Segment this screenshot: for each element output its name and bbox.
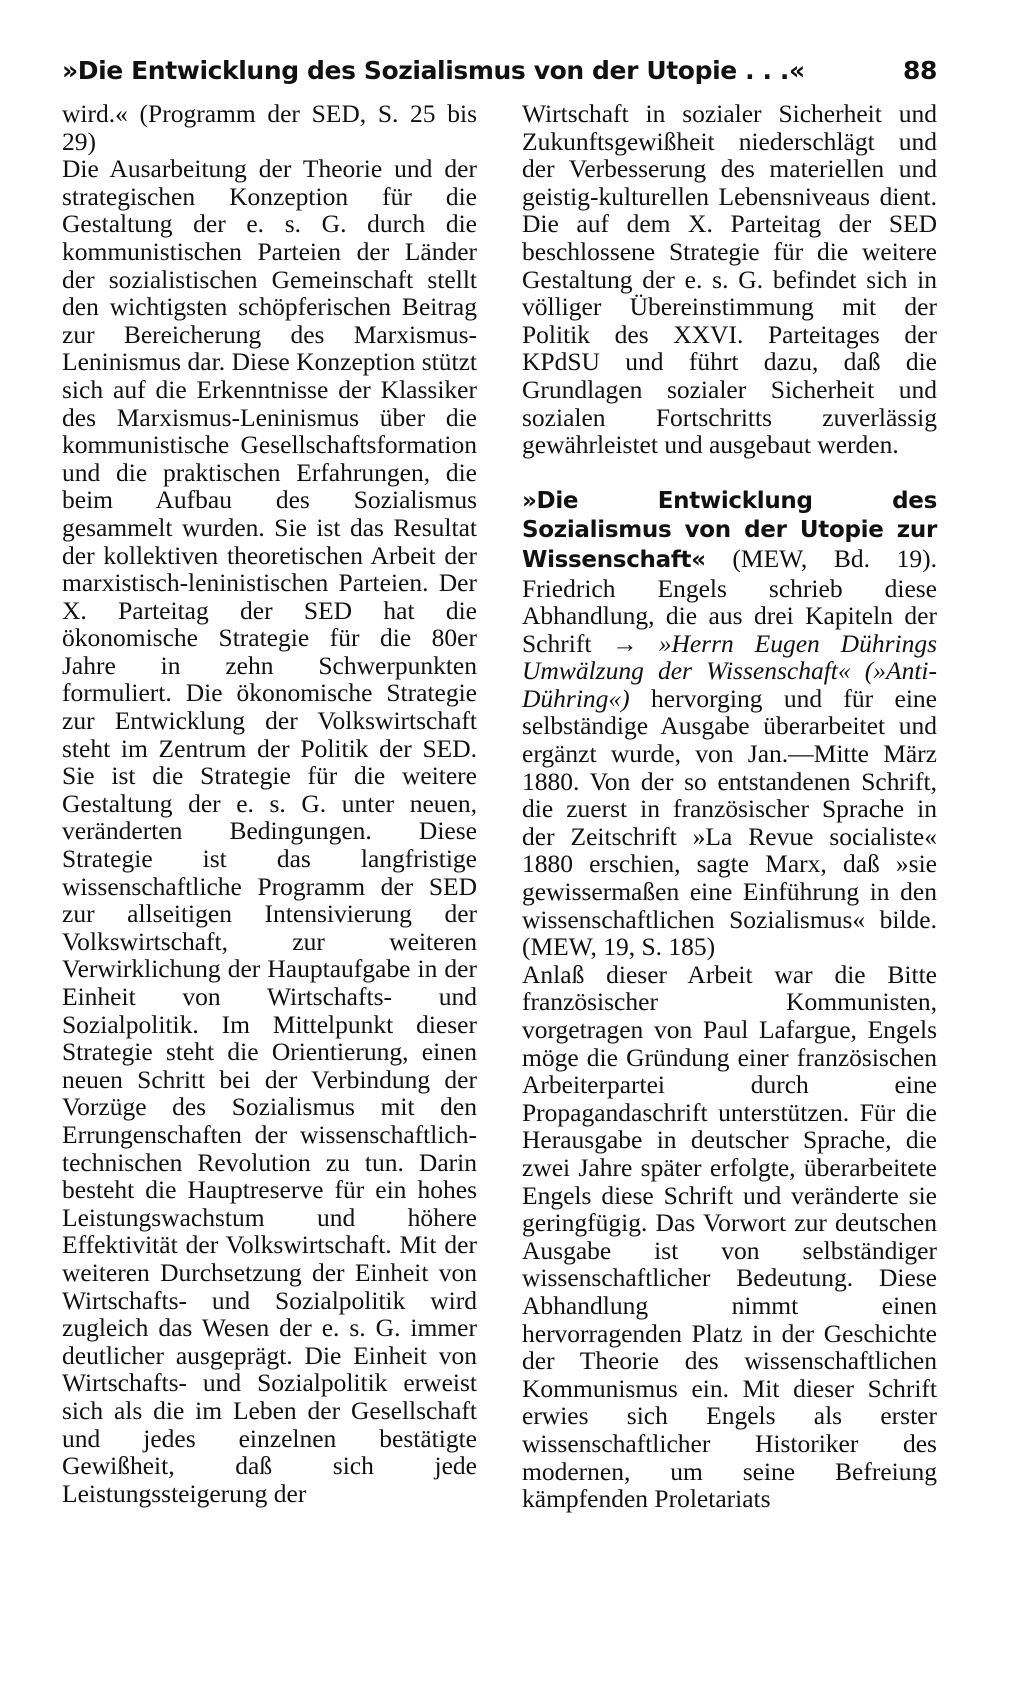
paragraph-occasion: Anlaß dieser Arbeit war die Bitte französischer Kommunisten, vorgetragen von Paul Lafargue, Engels möge die Gründung einer französischen Arbeiterpartei durch eine Propagandaschrift unterstützen. Für die Herausgabe in deutscher Sprache, die zwei Jahre später erfolgte, überarbeitete Engels diese Schrift und veränderte sie geringfügig. Das Vorwort zur deutschen Ausgabe ist von selbständiger wissenschaftlicher Bedeutung. Diese Abhandlung nimmt einen hervorragenden Platz in der Geschichte der Theorie des wissenschaftlichen Kommunismus ein. Mit dieser Schrift erwies sich Engels als erster wissenschaftlicher Historiker des modernen, um seine Befreiung kämpfenden Proletariats: [522, 959, 937, 1514]
running-header: [62, 56, 937, 96]
paragraph-strategy: Die Ausarbeitung der Theorie und der strategischen Konzeption für die Gestaltung der e. s. G. durch die kommunistischen Parteien der Länder der sozialistischen Gemeinschaft stellt den wichtigsten schöpferischen Beitrag zur Bereicherung des Marxismus-Leninismus dar. Diese Konzeption stützt sich auf die Erkenntnisse der Klassiker des Marxismus-Leninismus über die kommunistische Gesellschaftsformation und die praktischen Erfahrungen, die beim Aufbau des Sozialismus gesammelt wurden. Sie ist das Resultat der kollektiven theoretischen Arbeit der marxistisch-leninistischen Parteien. Der X. Parteitag der SED hat die ökonomische Strategie für die 80er Jahre in zehn Schwerpunkten formuliert. Die ökonomische Strategie zur Entwicklung der Volkswirtschaft steht im Zentrum der Politik der SED. Sie ist die Strategie für die weitere Gestaltung der e. s. G. unter neuen, veränderten Bedingungen. Diese Strategie ist das langfristige wissenschaftliche Programm der SED zur allseitigen Intensivierung der Volkswirtschaft, zur weiteren Verwirklichung der Hauptaufgabe in der Einheit von Wirtschafts- und Sozialpolitik. Im Mittelpunkt dieser Strategie steht die Orientierung, einen neuen Schritt bei der Verbindung der Vorzüge des Sozialismus mit den Errungenschaften der wissenschaftlich-technischen Revolution zu tun. Darin besteht die Hauptreserve für ein hohes Leistungswachstum und höhere Effektivität der Volkswirtschaft. Mit der weiteren Durchsetzung der Einheit von Wirtschafts- und Sozialpolitik wird zugleich das Wesen der e. s. G. immer deutlicher ausgeprägt. Die Einheit von Wirtschafts- und Sozialpolitik erweist sich als die im Leben der Gesellschaft und jedes einzelnen bestätigte Gewißheit, daß sich jede Leistungssteigerung der: [62, 154, 477, 1508]
right-column: [522, 100, 937, 1513]
header-title: »Die Entwicklung des Sozialismus von der Utopie . . .«: [62, 56, 805, 85]
entry-paragraph: [522, 486, 937, 961]
left-column: [62, 100, 477, 1513]
entry-headword: »Die Entwicklung des Sozialismus von der Utopie zur Wissenschaft«: [522, 487, 937, 573]
entry-text-b: hervorging und für eine selbständige Ausgabe überarbeitet und ergänzt wurde, von Jan.—Mitte März 1880. Von der so entstandenen Schrift, die zuerst in französischer Sprache in der Zeitschrift »La Revue socialiste« 1880 erschien, sagte Marx, daß »sie gewissermaßen eine Einführung in den wissenschaftlichen Sozialismus« bilde. (MEW, 19, S. 185): [522, 683, 937, 962]
page-number: 88: [903, 56, 937, 85]
cross-reference-title[interactable]: »Herrn Eugen Dührings Umwälzung der Wissenschaft« (»Anti-Dühring«): [522, 628, 938, 713]
paragraph-social-security: Wirtschaft in sozialer Sicherheit und Zukunftsgewißheit niederschlägt und der Verbesserung des materiellen und geistig-kulturellen Lebensniveaus dient. Die auf dem X. Parteitag der SED beschlossene Strategie für die weitere Gestaltung der e. s. G. befindet sich in völliger Übereinstimmung mit der Politik des XXVI. Parteitages der KPdSU und führt dazu, daß die Grundlagen sozialer Sicherheit und sozialen Fortschritts zuverlässig gewährleistet und ausgebaut werden.: [522, 99, 937, 460]
cross-reference-arrow: →: [612, 628, 638, 658]
entry-text-a: (MEW, Bd. 19). Friedrich Engels schrieb diese Abhandlung, die aus drei Kapiteln der Schrift: [522, 543, 937, 658]
text-columns: [62, 100, 937, 1513]
document-page: [62, 56, 937, 1513]
paragraph-citation-end: wird.« (Programm der SED, S. 25 bis 29): [62, 99, 477, 156]
